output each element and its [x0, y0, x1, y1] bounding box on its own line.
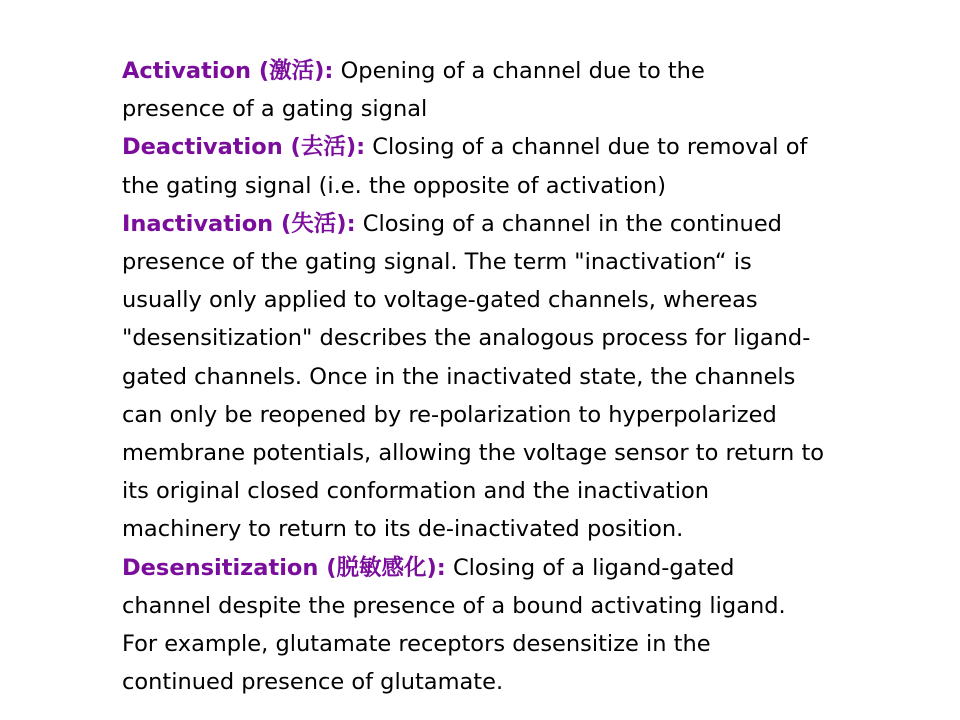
text-line: presence of the gating signal. The term "inactivation“ is: [122, 249, 752, 276]
definition-desensitization: [122, 549, 912, 702]
text-line: For example, glutamate receptors desensitize in the: [122, 631, 711, 658]
text-line: channel despite the presence of a bound activating ligand.: [122, 592, 786, 619]
definition-deactivation: [122, 128, 912, 204]
text-line: membrane potentials, allowing the voltage sensor to return to: [122, 440, 825, 467]
text-line: usually only applied to voltage-gated channels, whereas: [122, 287, 758, 314]
slide-body: [122, 52, 912, 701]
definition-inactivation: [122, 205, 912, 549]
text-line: [122, 549, 912, 587]
term-desensitization: Desensitization (脱敏感化):: [122, 554, 446, 581]
definition-text: Closing of a channel in the continued: [355, 210, 782, 237]
text-line: [122, 205, 912, 243]
term-inactivation: Inactivation (失活):: [122, 210, 356, 237]
text-line: presence of a gating signal: [122, 96, 428, 123]
definition-text: Closing of a channel due to removal of: [365, 134, 808, 161]
term-deactivation: Deactivation (去活):: [122, 134, 366, 161]
text-line: can only be reopened by re-polarization to hyperpolarized: [122, 401, 777, 428]
text-line: gated channels. Once in the inactivated state, the channels: [122, 363, 796, 390]
text-line: its original closed conformation and the inactivation: [122, 478, 709, 505]
text-line: [122, 128, 912, 166]
term-activation: Activation (激活):: [122, 58, 334, 84]
text-line: machinery to return to its de-inactivated position.: [122, 516, 684, 543]
text-line: the gating signal (i.e. the opposite of activation): [122, 172, 666, 199]
text-line: continued presence of glutamate.: [122, 669, 504, 696]
definition-text: Closing of a ligand-gated: [445, 554, 735, 581]
text-line: "desensitization" describes the analogous process for ligand-: [122, 325, 811, 352]
definition-text: Opening of a channel due to the: [333, 58, 705, 84]
text-line: [122, 52, 912, 90]
definition-activation: [122, 52, 912, 128]
